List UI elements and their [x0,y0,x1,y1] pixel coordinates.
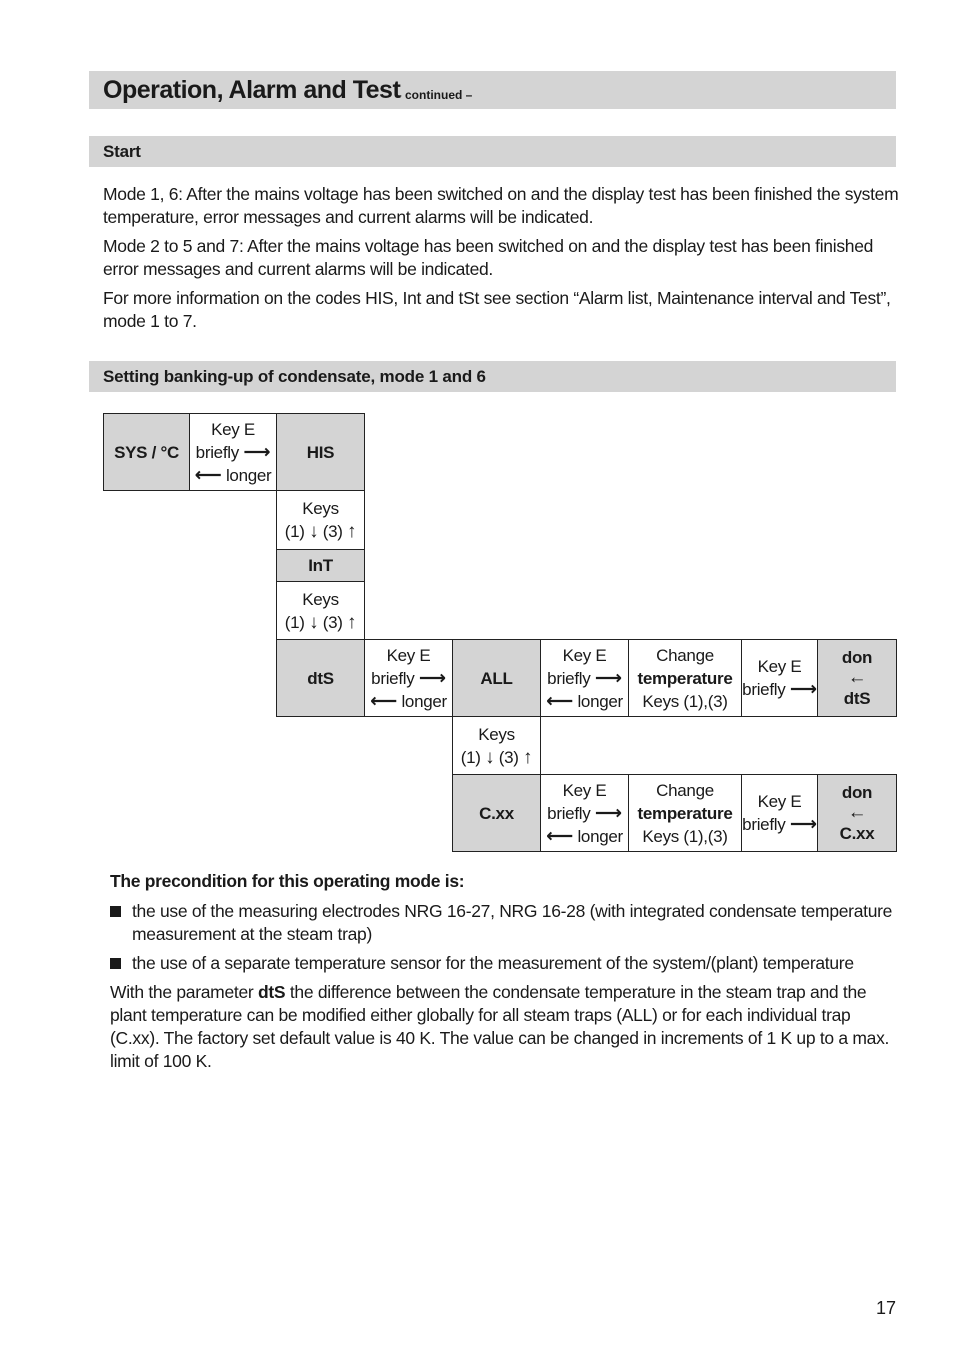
key-e-brief-cell-2 [741,774,818,852]
arrow-back-icon: ← [847,667,867,688]
sys-temp-cell [103,413,190,491]
bullet-item-2 [110,952,900,975]
bullet-text-1: the use of the measuring electrodes NRG 16-27, NRG 16-28 (with integrated condensate temperature measurement at the steam trap) [132,901,893,944]
bullet-text-2: the use of a separate temperature sensor for the measurement of the system/(plant) temperature [132,953,854,973]
bullet-item-1 [110,900,900,946]
keys-arrows [285,611,357,634]
arrow-left-icon: ⟵ [194,464,222,486]
don-label: don [841,783,873,802]
key-e-cell-4 [540,774,629,852]
keys-label: Keys [302,589,339,609]
key-e-cell-3 [540,639,629,717]
key-1-label: (1) [284,612,305,632]
longer-line [546,690,623,713]
keys-cell-1 [276,490,365,550]
arrow-right-icon: ⟶ [418,667,446,689]
bullet-square-icon [110,958,121,969]
arrow-right-icon: ⟶ [243,441,271,463]
key-3-label: (3) [498,747,519,767]
keys-13-label: Keys (1),(3) [642,691,728,711]
briefly-label: briefly [742,680,786,699]
key-e-label: Key E [386,645,431,665]
keys-arrows [285,520,357,543]
arrow-up-icon: ↑ [347,611,357,633]
banking-heading: Setting banking-up of condensate, mode 1 and 6 [103,367,486,386]
briefly-label: briefly [547,668,591,688]
his-cell [276,413,365,491]
page-number: 17 [875,1298,896,1318]
int-cell [276,549,365,582]
cxx-cell [452,774,541,852]
longer-label: longer [577,691,623,711]
arrow-up-icon: ↑ [347,521,357,542]
key-1-label: (1) [460,747,481,767]
arrow-right-icon: ⟶ [789,814,817,835]
change-label: Change [656,780,714,800]
int-label: InT [308,556,333,575]
key-1-label: (1) [284,522,305,541]
arrow-back-icon: ← [847,802,867,823]
arrow-right-icon: ⟶ [594,667,622,689]
don-label: don [841,648,873,667]
arrow-down-icon: ↓ [309,521,319,542]
page-subtitle: – continued – [395,88,473,102]
param-text-pre: With the parameter [110,982,258,1002]
key-3-label: (3) [322,522,343,541]
longer-line [195,464,272,487]
arrow-left-icon: ⟵ [546,690,574,712]
briefly-line [371,667,446,690]
key-3-label: (3) [322,612,343,632]
cxx-label: C.xx [479,803,514,823]
longer-label: longer [225,465,272,485]
briefly-label: briefly [195,442,239,462]
dts-label: dtS [307,668,334,688]
key-e-cell-1 [189,413,277,491]
key-e-label: Key E [757,657,802,676]
temperature-label: temperature [637,668,733,688]
keys-label: Keys [478,724,515,744]
bullet-square-icon [110,906,121,917]
his-label: HIS [306,442,335,462]
sys-label: SYS / °C [114,442,179,462]
key-e-label: Key E [562,780,607,800]
longer-label: longer [401,691,447,711]
arrow-down-icon: ↓ [485,746,495,768]
change-temp-cell-1 [628,639,742,717]
briefly-label: briefly [547,803,591,823]
all-cell [452,639,541,717]
start-paragraph-3: For more information on the codes HIS, Int and tSt see section “Alarm list, Maintenance interval and Test”, mode 1 to 7. [103,288,891,331]
arrow-left-icon: ⟵ [370,690,398,712]
key-e-label: Key E [757,792,802,811]
temperature-label: temperature [637,803,733,823]
dts-cell [276,639,365,717]
briefly-line [742,678,817,701]
keys-cell-3 [452,716,541,775]
briefly-line [196,441,271,464]
briefly-label: briefly [742,815,786,834]
change-label: Change [656,645,714,665]
arrow-left-icon: ⟵ [546,825,574,847]
don-cxx-cell [817,774,897,852]
keys-cell-2 [276,581,365,640]
key-e-brief-cell-1 [741,639,818,717]
key-e-cell-2 [364,639,453,717]
briefly-line [547,667,622,690]
cxx-return-label: C.xx [839,824,875,843]
key-e-label: Key E [562,645,607,665]
keys-13-label: Keys (1),(3) [642,826,728,846]
key-e-label: Key E [211,419,255,439]
dts-return-label: dtS [843,689,871,708]
page-title: Operation, Alarm and Test [103,76,401,104]
param-text-post: the difference between the condensate temperature in the steam trap and the plant temperature can be modified either globally for all steam traps (ALL) or for each individual trap (C.xx). The factory set default value is 40 K. The value can be changed in increments of 1 K up to a max. limit of 100 K. [110,982,890,1071]
start-paragraph-2: Mode 2 to 5 and 7: After the mains voltage has been switched on and the display test has been finished error messages and current alarms will be indicated. [103,236,874,279]
arrow-up-icon: ↑ [523,746,533,768]
longer-label: longer [577,826,623,846]
keys-arrows [461,746,533,769]
briefly-label: briefly [371,668,415,688]
briefly-line [742,813,817,836]
keys-label: Keys [302,499,339,518]
all-label: ALL [480,668,513,688]
precondition-title: The precondition for this operating mode is: [110,871,465,891]
start-heading: Start [103,142,141,161]
arrow-right-icon: ⟶ [594,802,622,824]
briefly-line [547,802,622,825]
start-paragraph-1: Mode 1, 6: After the mains voltage has been switched on and the display test has been finished the system temperature, error messages and current alarms will be indicated. [103,184,899,227]
param-dts: dtS [257,982,286,1002]
don-dts-cell [817,639,897,717]
arrow-down-icon: ↓ [309,611,319,633]
change-temp-cell-2 [628,774,742,852]
arrow-right-icon: ⟶ [789,679,817,700]
longer-line [546,825,623,848]
parameter-paragraph [110,981,902,1073]
longer-line [370,690,447,713]
